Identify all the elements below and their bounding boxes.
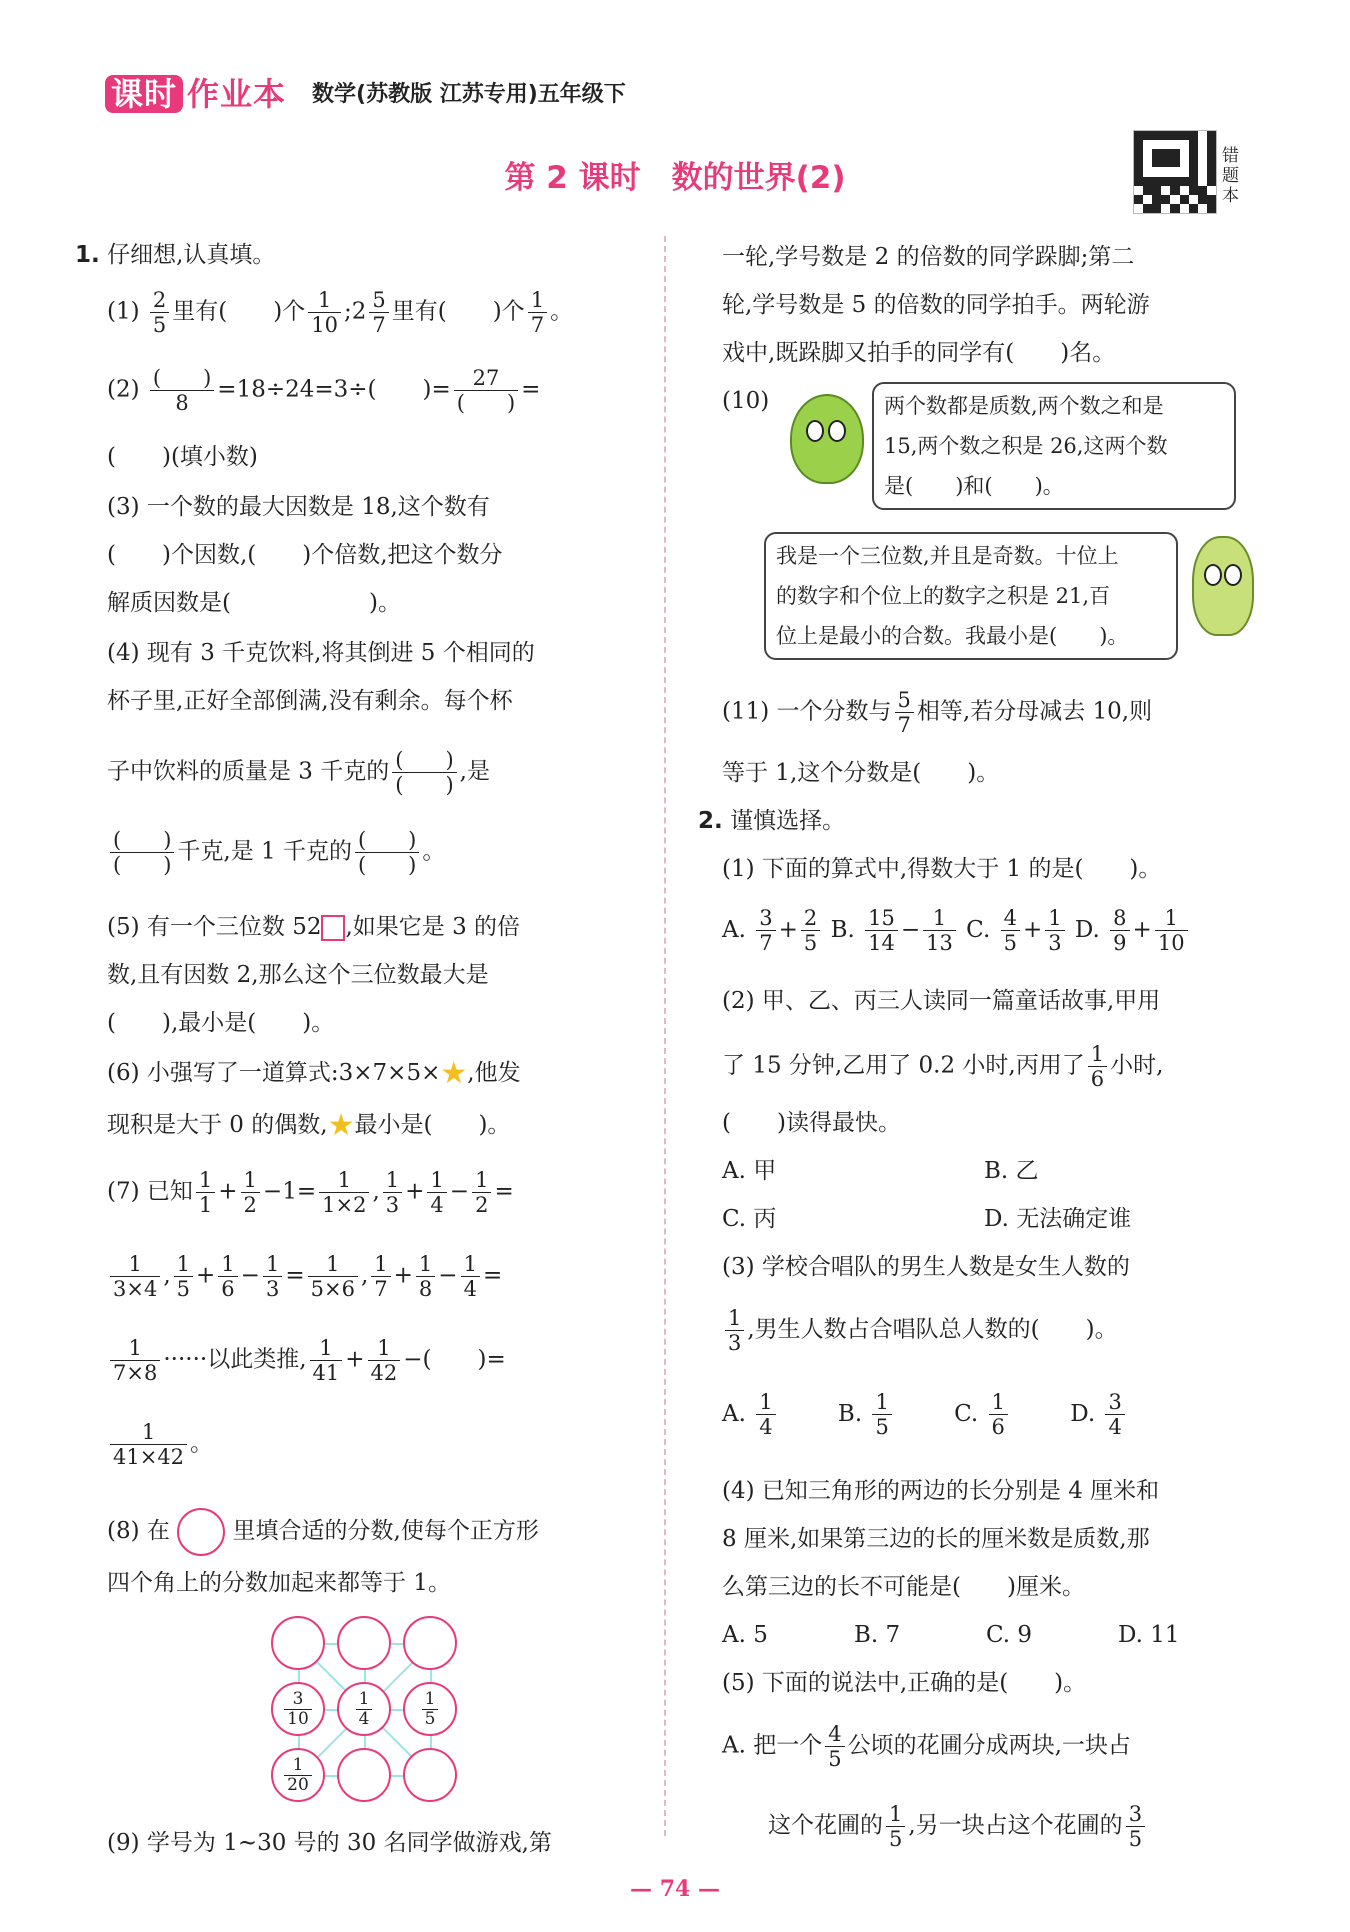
option-b[interactable]: B. $\frac{15}{14}$ − $\frac{1}{13}$	[831, 917, 959, 943]
q1-part11-line1: (11) 一个分数与 $\frac{5}{7}$ 相等,若分母减去 10,则	[722, 688, 1153, 737]
q1-part4-line3: 子中饮料的质量是 3 千克的 ( ) ( ) ,是	[107, 748, 490, 797]
q2-heading: 2. 谨慎选择。	[698, 808, 846, 834]
option-a[interactable]: A. $\frac{1}{4}$	[722, 1401, 779, 1427]
fraction-blank[interactable]: ( ) ( )	[392, 748, 456, 797]
q1-heading: 1. 仔细想,认真填。	[75, 242, 276, 268]
q1-part5-line2: 数,且有因数 2,那么这个三位数最大是	[107, 962, 489, 988]
circle-symbol	[177, 1508, 225, 1556]
q2-part2-line1: (2) 甲、乙、丙三人读同一篇童话故事,甲用	[722, 988, 1161, 1014]
q2-part4-line3: 么第三边的长不可能是( )厘米。	[722, 1574, 1085, 1600]
q1-part10-label: (10)	[722, 388, 770, 414]
q1-part7-line2: $\frac{1}{3\times 4}$ , $\frac{1}{5}$ + $\frac{1}{6}$ − $\frac{1}{3}$ = $\frac{1}{5\times 6}$ , $\frac{1}{7}$ + $\frac{1}{8}$ − $\frac{1}{4}$ =	[107, 1252, 502, 1301]
grid-circle-blank[interactable]	[403, 1616, 457, 1670]
pear-mascot-icon	[790, 394, 864, 484]
q1-part2: (2) ( ) 8 =18÷24=3÷( )= 27 ( ) =	[107, 366, 541, 415]
grid-circle-value: 1 20	[271, 1748, 325, 1802]
eye-icon	[1204, 564, 1222, 586]
q1-part3-line3: 解质因数是( )。	[107, 590, 401, 616]
q2-part1-stem: (1) 下面的算式中,得数大于 1 的是( )。	[722, 856, 1162, 882]
digit-box[interactable]	[321, 915, 345, 941]
q1-part3-line1: (3) 一个数的最大因数是 18,这个数有	[107, 494, 490, 520]
q1-part2-cont: ( )(填小数)	[107, 444, 258, 470]
option-c[interactable]: C. $\frac{1}{6}$	[954, 1401, 1011, 1427]
q2-part4-line2: 8 厘米,如果第三边的长的厘米数是质数,那	[722, 1526, 1150, 1552]
fraction-blank[interactable]: ( ) ( )	[355, 828, 419, 877]
q1-part3-line2: ( )个因数,( )个倍数,把这个数分	[107, 542, 503, 568]
option-c[interactable]: C. 丙	[722, 1206, 777, 1232]
qr-code-icon[interactable]	[1133, 130, 1217, 214]
option-b[interactable]: B. 乙	[984, 1158, 1039, 1184]
fraction: $\frac{2}{5}$	[150, 288, 169, 337]
q1-part8-line1: (8) 在 里填合适的分数,使每个正方形	[107, 1508, 539, 1556]
q2-part3-line2: $\frac{1}{3}$ ,男生人数占合唱队总人数的( )。	[722, 1306, 1118, 1355]
q1-part7-line1: (7) 已知 $\frac{1}{1}$ + $\frac{1}{2}$ −1= $\frac{1}{1\times 2}$ , $\frac{1}{3}$ + $\frac{1}{4}$ − $\frac{1}{2}$ =	[107, 1168, 514, 1217]
option-b[interactable]: B. 7	[854, 1622, 901, 1648]
q2-part3-options	[722, 1390, 1128, 1439]
grid-circle-blank[interactable]	[271, 1616, 325, 1670]
brand-logo: 课时 作业本	[105, 69, 286, 115]
option-d[interactable]: D. $\frac{8}{9}$ + $\frac{1}{10}$	[1075, 917, 1191, 943]
q2-part4-line1: (4) 已知三角形的两边的长分别是 4 厘米和	[722, 1478, 1160, 1504]
page-number: — 74 —	[630, 1876, 720, 1902]
q1-part4-line4: ( ) ( ) 千克,是 1 千克的 ( ) ( ) 。	[107, 828, 445, 877]
q1-part7-line3: $\frac{1}{7\times 8}$ ······以此类推, $\frac{1}{41}$ + $\frac{1}{42}$ −( )=	[107, 1336, 506, 1385]
grid-circle-value: 3 10	[271, 1682, 325, 1736]
option-a[interactable]: A. $\frac{3}{7}$ + $\frac{2}{5}$	[722, 917, 823, 943]
eye-icon	[828, 420, 846, 442]
option-c[interactable]: C. 9	[986, 1622, 1033, 1648]
option-d[interactable]: D. $\frac{3}{4}$	[1070, 1401, 1128, 1427]
q1-part11-line2: 等于 1,这个分数是( )。	[722, 760, 1000, 786]
q1-part6-line1: (6) 小强写了一道算式:3×7×5×★,他发	[107, 1056, 521, 1091]
q2-part2-line2: 了 15 分钟,乙用了 0.2 小时,丙用了 $\frac{1}{6}$ 小时,	[722, 1042, 1164, 1091]
subject-label: 数学(苏教版 江苏专用)五年级下	[312, 81, 626, 107]
fraction-blank[interactable]: ( ) ( )	[110, 828, 174, 877]
corn-mascot-icon	[1192, 536, 1254, 636]
q2-part5-option-a-cont: 这个花圃的 $\frac{1}{5}$ ,另一块占这个花圃的 $\frac{3}{5}$	[768, 1802, 1148, 1851]
q2-part2-line3: ( )读得最快。	[722, 1110, 901, 1136]
qr-label: 错题本	[1222, 146, 1239, 206]
eye-icon	[806, 420, 824, 442]
grid-circle-blank[interactable]	[337, 1748, 391, 1802]
q1-part5-line3: ( ),最小是( )。	[107, 1010, 335, 1036]
q1-part9-line2: 一轮,学号数是 2 的倍数的同学跺脚;第二	[722, 244, 1135, 270]
q2-part5-stem: (5) 下面的说法中,正确的是( )。	[722, 1670, 1087, 1696]
q2-part3-line1: (3) 学校合唱队的男生人数是女生人数的	[722, 1254, 1130, 1280]
q1-part9-line1: (9) 学号为 1~30 号的 30 名同学做游戏,第	[107, 1830, 552, 1856]
option-c[interactable]: C. $\frac{4}{5}$ + $\frac{1}{3}$	[966, 917, 1067, 943]
option-d[interactable]: D. 11	[1118, 1622, 1180, 1648]
q1-part4-line1: (4) 现有 3 千克饮料,将其倒进 5 个相同的	[107, 640, 535, 666]
q2-part5-option-a[interactable]: A. 把一个 $\frac{4}{5}$ 公顷的花圃分成两块,一块占	[722, 1722, 1131, 1771]
star-icon: ★	[327, 1108, 355, 1143]
fraction: $\frac{1}{7}$	[528, 288, 547, 337]
grid-circle-value: 1 5	[403, 1682, 457, 1736]
q1-part7-line4: $\frac{1}{41\times 42}$ 。	[107, 1420, 213, 1469]
grid-circle-value: 1 4	[337, 1682, 391, 1736]
q1-part1: (1) $\frac{2}{5}$ 里有( )个 $\frac{1}{10}$ ;2 $\frac{5}{7}$ 里有( )个 $\frac{1}{7}$ 。	[107, 288, 574, 337]
q1-part9-line3: 轮,学号数是 5 的倍数的同学拍手。两轮游	[722, 292, 1150, 318]
speech-bubble-primes: 两个数都是质数,两个数之和是 15,两个数之积是 26,这两个数 是( )和( )。	[872, 382, 1236, 510]
q1-part5-line1: (5) 有一个三位数 52 ,如果它是 3 的倍	[107, 914, 521, 940]
eye-icon	[1224, 564, 1242, 586]
star-icon: ★	[440, 1056, 468, 1091]
grid-circle-blank[interactable]	[403, 1748, 457, 1802]
q1-part4-line2: 杯子里,正好全部倒满,没有剩余。每个杯	[107, 688, 513, 714]
option-d[interactable]: D. 无法确定谁	[984, 1206, 1132, 1232]
q1-part6-line2: 现积是大于 0 的偶数,★最小是( )。	[107, 1108, 511, 1143]
speech-bubble-three-digit: 我是一个三位数,并且是奇数。十位上 的数字和个位上的数字之积是 21,百 位上是最小的合数。我最小是( )。	[764, 532, 1178, 660]
q2-part1-options	[722, 906, 1191, 955]
option-a[interactable]: A. 5	[722, 1622, 768, 1648]
fraction-blank[interactable]: 27 ( )	[454, 366, 518, 415]
fraction: $\frac{5}{7}$	[369, 288, 388, 337]
fraction-blank[interactable]: ( ) 8	[150, 366, 214, 415]
option-b[interactable]: B. $\frac{1}{5}$	[838, 1401, 895, 1427]
fraction: $\frac{1}{10}$	[308, 288, 341, 337]
q1-part9-line4: 戏中,既跺脚又拍手的同学有( )名。	[722, 340, 1116, 366]
option-a[interactable]: A. 甲	[722, 1158, 777, 1184]
grid-circle-blank[interactable]	[337, 1616, 391, 1670]
q1-part8-line2: 四个角上的分数加起来都等于 1。	[107, 1570, 451, 1596]
column-divider	[664, 236, 666, 1836]
fraction-square-grid	[271, 1616, 471, 1816]
page-title: 第 2 课时 数的世界(2)	[504, 160, 846, 196]
book-header	[105, 70, 626, 114]
